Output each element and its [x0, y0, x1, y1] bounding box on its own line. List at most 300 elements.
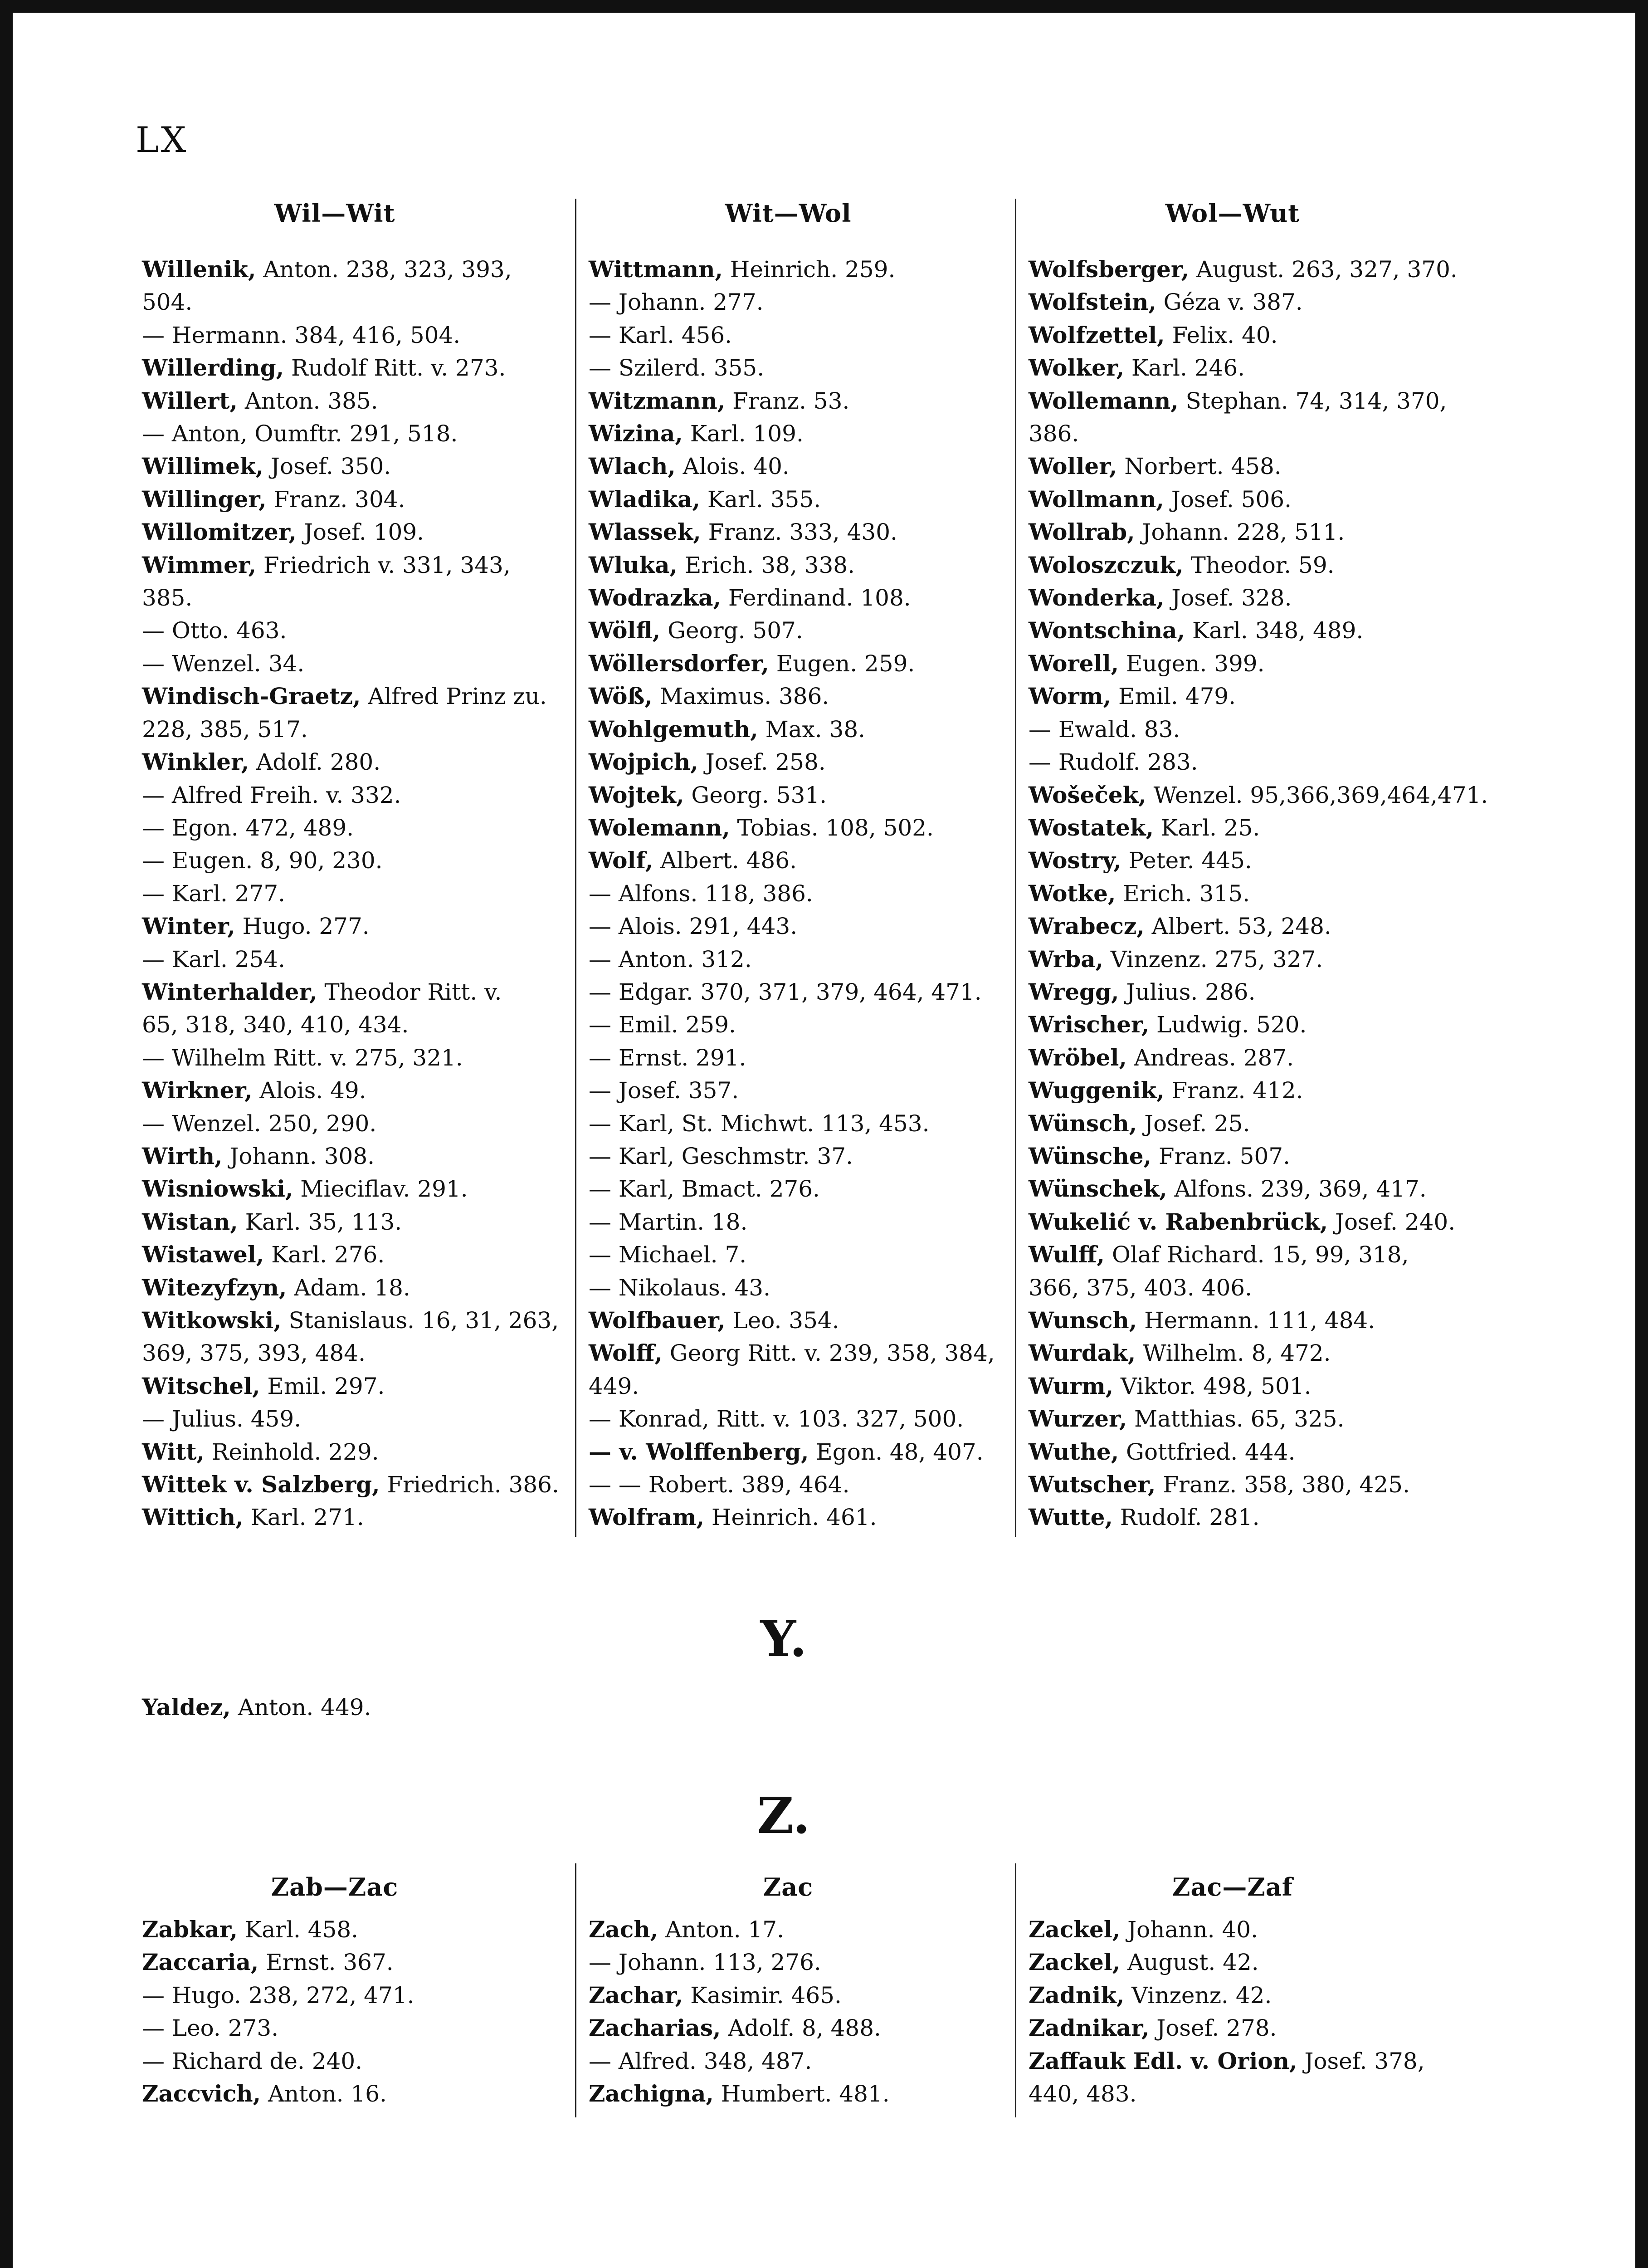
entry-name: Wulff,	[1029, 1241, 1105, 1268]
list-item	[142, 1173, 568, 1205]
entry-detail: Humbert. 481.	[713, 2081, 890, 2107]
entry-name: Zadnikar,	[1029, 2014, 1150, 2042]
entry-name: Wurm,	[1029, 1372, 1114, 1399]
entry-name: Wittmann,	[589, 256, 723, 283]
list-item	[589, 1041, 1010, 1074]
list-item	[589, 976, 1010, 1008]
entry-detail: Karl. 271.	[243, 1504, 364, 1531]
entry-detail: Eugen. 399.	[1118, 650, 1265, 677]
list-item	[589, 417, 1010, 450]
list-item	[589, 779, 1010, 811]
list-item	[142, 1337, 568, 1369]
entry-detail: — Hugo. 238, 272, 471.	[142, 1982, 414, 2009]
entry-detail: 65, 318, 340, 410, 434.	[142, 1012, 409, 1038]
z-column-rule-2	[1015, 1863, 1016, 2117]
list-item	[1029, 1041, 1482, 1074]
entry-detail: Wilhelm. 8, 472.	[1136, 1340, 1331, 1367]
list-item	[589, 1337, 1010, 1369]
list-item	[1029, 680, 1482, 713]
entry-detail: Josef. 240.	[1328, 1208, 1456, 1235]
list-item	[142, 1436, 568, 1468]
entry-detail: Alfons. 239, 369, 417.	[1167, 1176, 1427, 1202]
entry-detail: Ferdinand. 108.	[721, 585, 911, 611]
entry-name: Wlach,	[589, 453, 676, 480]
list-item	[1029, 844, 1482, 877]
list-item	[1029, 910, 1482, 943]
entry-detail: Andreas. 287.	[1126, 1044, 1294, 1071]
list-item	[589, 549, 1010, 582]
list-item	[1029, 319, 1482, 352]
entry-name: Wojtek,	[589, 781, 684, 808]
entry-detail: Friedrich. 386.	[380, 1471, 559, 1498]
entry-detail: — Edgar. 370, 371, 379, 464, 471.	[589, 978, 982, 1005]
list-item	[142, 877, 568, 910]
list-item	[1029, 877, 1482, 910]
list-item	[142, 1370, 568, 1403]
list-item	[589, 582, 1010, 614]
list-item	[142, 680, 568, 713]
entry-name: Winterhalder,	[142, 978, 317, 1005]
list-item	[1029, 1370, 1482, 1403]
entry-name: Wunsch,	[1029, 1307, 1137, 1334]
entry-name: Zachigna,	[589, 2080, 714, 2107]
entry-name: Wolff,	[589, 1339, 663, 1367]
list-item	[142, 582, 568, 614]
entry-name: Wošeček,	[1029, 781, 1146, 808]
list-item	[589, 483, 1010, 516]
entry-name: Winkler,	[142, 748, 249, 776]
scanned-page	[13, 13, 1635, 2268]
entry-detail: Karl. 276.	[264, 1242, 385, 1268]
entry-detail: Vinzenz. 275, 327.	[1103, 946, 1323, 973]
list-item	[142, 647, 568, 680]
letter-heading-z: Z.	[757, 1786, 810, 1845]
entry-name: Witschel,	[142, 1372, 260, 1399]
list-item	[142, 910, 568, 943]
entry-detail: Johann. 40.	[1120, 1916, 1258, 1943]
list-item	[142, 1501, 568, 1534]
entry-detail: Peter. 445.	[1121, 847, 1252, 874]
list-item	[1029, 647, 1482, 680]
list-item	[589, 680, 1010, 713]
entry-detail: Géza v. 387.	[1156, 289, 1303, 316]
entry-detail: — Richard de. 240.	[142, 2048, 363, 2074]
list-item	[142, 2012, 568, 2044]
list-item	[142, 417, 568, 450]
list-item	[142, 253, 568, 286]
entry-detail: Josef. 25.	[1137, 1110, 1250, 1137]
column-header-2: Wit—Wol	[725, 199, 852, 228]
entry-detail: Franz. 333, 430.	[701, 519, 897, 546]
entry-name: Wontschina,	[1029, 617, 1185, 644]
entry-name: Wolfsberger,	[1029, 256, 1190, 283]
entry-name: Wolemann,	[589, 814, 730, 841]
entry-detail: Franz. 304.	[266, 486, 405, 513]
entry-detail: — Alfred Freih. v. 332.	[142, 782, 401, 808]
list-item	[1029, 1008, 1482, 1041]
entry-name: Willimek,	[142, 453, 264, 480]
list-item	[142, 746, 568, 778]
entry-name: Wotke,	[1029, 880, 1116, 907]
list-item	[589, 1173, 1010, 1205]
list-item	[142, 1304, 568, 1337]
list-item	[589, 1140, 1010, 1173]
entry-detail: Friedrich v. 331, 343,	[256, 552, 511, 578]
entry-detail: — Karl, St. Michwt. 113, 453.	[589, 1110, 930, 1137]
entry-name: Woller,	[1029, 453, 1117, 480]
entry-detail: Stanislaus. 16, 31, 263,	[281, 1307, 559, 1334]
column-header-1: Wil—Wit	[274, 199, 395, 228]
list-item	[589, 811, 1010, 844]
entry-name: Wöß,	[589, 683, 653, 710]
list-item	[142, 1468, 568, 1501]
entry-detail: — Karl. 254.	[142, 946, 286, 973]
list-item	[142, 614, 568, 647]
list-item	[1029, 417, 1482, 450]
list-item	[589, 713, 1010, 746]
entry-detail: — Michael. 7.	[589, 1242, 747, 1268]
list-item	[142, 713, 568, 746]
entry-detail: Karl. 355.	[700, 486, 821, 513]
list-item	[589, 1403, 1010, 1435]
entry-detail: Adolf. 8, 488.	[721, 2015, 881, 2042]
list-item	[589, 286, 1010, 318]
entry-name: Zadnik,	[1029, 1981, 1125, 2009]
entry-detail: 385.	[142, 585, 193, 611]
entry-detail: — Wenzel. 250, 290.	[142, 1110, 377, 1137]
entry-name: Wistan,	[142, 1208, 238, 1235]
entry-name: Wlassek,	[589, 518, 701, 546]
entry-name: Windisch-Graetz,	[142, 683, 361, 710]
list-item	[1029, 1436, 1482, 1468]
entry-name: Zach,	[589, 1916, 658, 1943]
list-item	[589, 746, 1010, 778]
entry-name: Wonderka,	[1029, 584, 1165, 611]
list-item	[142, 1913, 568, 1946]
entry-name: Willert,	[142, 387, 238, 414]
z-column-rule-1	[575, 1863, 576, 2117]
list-item	[589, 319, 1010, 352]
entry-detail: Stephan. 74, 314, 370,	[1178, 387, 1447, 414]
list-item	[589, 614, 1010, 647]
entry-detail: Josef. 506.	[1164, 486, 1292, 513]
entry-name: Wolfbauer,	[589, 1307, 726, 1334]
entry-detail: Alois. 40.	[675, 453, 790, 480]
entry-detail: — Johann. 113, 276.	[589, 1949, 821, 1976]
entry-name: Wittich,	[142, 1504, 244, 1531]
entry-detail: Reinhold. 229.	[204, 1438, 379, 1465]
entry-detail: Matthias. 65, 325.	[1127, 1406, 1345, 1432]
entry-detail: — Wilhelm Ritt. v. 275, 321.	[142, 1044, 463, 1071]
entry-detail: Gottfried. 444.	[1119, 1438, 1296, 1465]
w-column-3	[1029, 253, 1488, 1534]
list-item	[1029, 582, 1482, 614]
entry-name: Wurdak,	[1029, 1339, 1136, 1367]
entry-name: Wolf,	[589, 847, 653, 874]
entry-detail: Rudolf Ritt. v. 273.	[284, 355, 506, 381]
list-item	[142, 943, 568, 976]
list-item	[142, 450, 568, 483]
entry-detail: 366, 375, 403. 406.	[1029, 1274, 1252, 1301]
list-item	[1029, 779, 1488, 811]
list-item	[589, 1304, 1010, 1337]
z-column-header-2: Zac	[763, 1872, 814, 1901]
entry-detail: 386.	[1029, 420, 1079, 447]
entry-name: Willenik,	[142, 256, 256, 283]
entry-detail: 228, 385, 517.	[142, 716, 308, 743]
list-item	[589, 2077, 1010, 2110]
entry-name: Wünsch,	[1029, 1110, 1137, 1137]
entry-detail: Egon. 48, 407.	[809, 1438, 984, 1465]
list-item	[1029, 253, 1482, 286]
entry-detail: Heinrich. 259.	[722, 256, 896, 283]
entry-detail: Karl. 35, 113.	[238, 1208, 402, 1235]
entry-detail: Franz. 358, 380, 425.	[1156, 1471, 1410, 1498]
entry-detail: Norbert. 458.	[1117, 453, 1282, 480]
list-item	[142, 844, 568, 877]
entry-detail: Georg. 507.	[660, 617, 803, 644]
entry-detail: Josef. 109.	[296, 519, 424, 546]
list-item	[589, 1271, 1010, 1304]
entry-name: Wuthe,	[1029, 1438, 1119, 1465]
entry-detail: Maximus. 386.	[652, 683, 829, 710]
entry-name: Wittek v. Salzberg,	[142, 1471, 380, 1498]
list-item	[1029, 2012, 1482, 2044]
entry-detail: — Anton. 312.	[589, 946, 752, 973]
entry-detail: Ludwig. 520.	[1149, 1012, 1307, 1038]
entry-detail: 440, 483.	[1029, 2081, 1137, 2107]
entry-detail: Josef. 378,	[1297, 2048, 1425, 2074]
list-item	[142, 549, 568, 582]
entry-name: Wostry,	[1029, 847, 1121, 874]
list-item	[1029, 614, 1482, 647]
list-item	[1029, 1304, 1482, 1337]
entry-name: Wojpich,	[589, 748, 698, 776]
entry-detail: Anton. 17.	[658, 1916, 785, 1943]
entry-name: Zabkar,	[142, 1916, 238, 1943]
list-item	[142, 1206, 568, 1238]
entry-detail: Emil. 479.	[1111, 683, 1236, 710]
entry-detail: Adam. 18.	[287, 1274, 410, 1301]
entry-name: Zaccaria,	[142, 1949, 259, 1976]
list-item	[1029, 450, 1482, 483]
entry-detail: Franz. 507.	[1151, 1143, 1290, 1169]
entry-name: Zaccvich,	[142, 2080, 261, 2107]
entry-detail: — Egon. 472, 489.	[142, 814, 354, 841]
entry-name: Wröbel,	[1029, 1044, 1127, 1071]
entry-detail: Theodor. 59.	[1183, 552, 1335, 578]
list-item	[1029, 1206, 1482, 1238]
entry-name: Wolfram,	[589, 1504, 704, 1531]
list-item	[589, 1008, 1010, 1041]
list-item	[1029, 286, 1482, 318]
entry-detail: Georg Ritt. v. 239, 358, 384,	[662, 1340, 995, 1367]
entry-name: Wünsche,	[1029, 1142, 1151, 1169]
y-column	[142, 1691, 550, 1724]
list-item	[1029, 2045, 1482, 2077]
entry-detail: Karl. 458.	[238, 1916, 359, 1943]
entry-detail: — Karl, Geschmstr. 37.	[589, 1143, 853, 1169]
list-item	[142, 2045, 568, 2077]
entry-name: Wostatek,	[1029, 814, 1154, 841]
list-item	[1029, 352, 1482, 384]
list-item	[142, 516, 568, 548]
list-item	[142, 811, 568, 844]
list-item	[142, 319, 568, 352]
list-item	[1029, 1107, 1482, 1140]
list-item	[1029, 1468, 1482, 1501]
entry-detail: Albert. 486.	[653, 847, 797, 874]
list-item	[1029, 713, 1482, 746]
entry-detail: — Alois. 291, 443.	[589, 913, 798, 940]
list-item	[589, 844, 1010, 877]
list-item	[142, 1271, 568, 1304]
list-item	[1029, 976, 1482, 1008]
entry-detail: Kasimir. 465.	[683, 1982, 842, 2009]
entry-detail: Josef. 328.	[1164, 585, 1292, 611]
entry-name: Willomitzer,	[142, 518, 297, 546]
list-item	[589, 1979, 1010, 2012]
z-column-1	[142, 1913, 568, 2110]
list-item	[1029, 1913, 1482, 1946]
entry-detail: — Alfred. 348, 487.	[589, 2048, 812, 2074]
entry-detail: Hugo. 277.	[235, 913, 370, 940]
entry-detail: Franz. 412.	[1164, 1077, 1303, 1104]
entry-detail: — Hermann. 384, 416, 504.	[142, 322, 461, 348]
letter-heading-y: Y.	[760, 1609, 807, 1668]
entry-detail: Max. 38.	[758, 716, 866, 743]
column-rule-2	[1015, 199, 1016, 1537]
entry-detail: Johann. 228, 511.	[1135, 519, 1345, 546]
entry-name: Witezyfzyn,	[142, 1274, 287, 1301]
list-item	[142, 2077, 568, 2110]
list-item	[1029, 1979, 1482, 2012]
entry-detail: Ernst. 367.	[258, 1949, 394, 1976]
list-item	[142, 1041, 568, 1074]
list-item	[1029, 1337, 1482, 1369]
entry-detail: Albert. 53, 248.	[1144, 913, 1331, 940]
list-item	[589, 1436, 1010, 1468]
entry-detail: Olaf Richard. 15, 99, 318,	[1104, 1242, 1409, 1268]
entry-detail: — Emil. 259.	[589, 1012, 736, 1038]
entry-detail: Josef. 258.	[698, 749, 826, 776]
column-rule-1	[575, 199, 576, 1537]
entry-detail: Anton. 385.	[237, 387, 378, 414]
entry-name: Wolfstein,	[1029, 288, 1156, 316]
entry-detail: — Otto. 463.	[142, 617, 287, 644]
entry-detail: Felix. 40.	[1165, 322, 1278, 348]
list-item	[1029, 385, 1482, 417]
entry-detail: Karl. 348, 489.	[1185, 617, 1364, 644]
list-item	[142, 1074, 568, 1107]
list-item	[589, 2045, 1010, 2077]
entry-detail: Wenzel. 95,366,369,464,471.	[1146, 782, 1488, 808]
entry-detail: Johann. 308.	[222, 1143, 375, 1169]
z-column-3	[1029, 1913, 1482, 2110]
list-item	[142, 779, 568, 811]
list-item	[589, 647, 1010, 680]
entry-detail: Anton. 16.	[261, 2081, 387, 2107]
entry-detail: — Josef. 357.	[589, 1077, 739, 1104]
entry-detail: Vinzenz. 42.	[1124, 1982, 1272, 2009]
entry-detail: Georg. 531.	[684, 782, 827, 808]
entry-name: Wizina,	[589, 420, 683, 447]
list-item	[142, 1979, 568, 2012]
list-item	[1029, 549, 1482, 582]
entry-name: Wukelić v. Rabenbrück,	[1029, 1208, 1328, 1235]
list-item	[589, 1946, 1010, 1979]
list-item	[142, 352, 568, 384]
list-item	[142, 976, 568, 1008]
list-item	[142, 1238, 568, 1271]
list-item	[1029, 1946, 1482, 1979]
z-column-header-1: Zab—Zac	[271, 1872, 399, 1901]
entry-detail: — Ewald. 83.	[1029, 716, 1180, 743]
list-item	[589, 910, 1010, 943]
entry-detail: Hermann. 111, 484.	[1137, 1307, 1375, 1334]
entry-name: Worell,	[1029, 650, 1119, 677]
entry-detail: — Alfons. 118, 386.	[589, 880, 813, 907]
entry-detail: — Johann. 277.	[589, 289, 764, 316]
entry-name: Worm,	[1029, 683, 1112, 710]
list-item	[1029, 1140, 1482, 1173]
entry-detail: — Karl, Bmact. 276.	[589, 1176, 820, 1202]
entry-name: Wollmann,	[1029, 485, 1164, 513]
entry-detail: Heinrich. 461.	[704, 1504, 877, 1531]
list-item	[589, 1074, 1010, 1107]
list-item	[589, 1468, 1010, 1501]
list-item	[589, 253, 1010, 286]
entry-detail: — Martin. 18.	[589, 1208, 748, 1235]
entry-detail: Anton. 238, 323, 393,	[256, 256, 512, 283]
entry-name: Witt,	[142, 1438, 205, 1465]
entry-name: Wluka,	[589, 551, 678, 578]
entry-detail: Leo. 354.	[725, 1307, 839, 1334]
list-item	[589, 385, 1010, 417]
list-item	[1029, 1403, 1482, 1435]
entry-detail: — Wenzel. 34.	[142, 650, 305, 677]
entry-name: Zacharias,	[589, 2014, 721, 2042]
entry-name: Wrischer,	[1029, 1011, 1150, 1038]
list-item	[589, 516, 1010, 548]
entry-name: Wollrab,	[1029, 518, 1135, 546]
entry-name: Witzmann,	[589, 387, 726, 414]
entry-name: Zackel,	[1029, 1949, 1121, 1976]
list-item	[1029, 746, 1482, 778]
entry-name: Wuggenik,	[1029, 1077, 1165, 1104]
entry-name: Wregg,	[1029, 978, 1119, 1005]
list-item	[589, 450, 1010, 483]
entry-detail: Emil. 297.	[260, 1373, 385, 1399]
list-item	[142, 1008, 568, 1041]
entry-name: Yaldez,	[142, 1694, 231, 1721]
entry-detail: 504.	[142, 289, 193, 316]
entry-name: Wöllersdorfer,	[589, 650, 769, 677]
entry-detail: — Ernst. 291.	[589, 1044, 746, 1071]
entry-detail: Karl. 246.	[1124, 355, 1245, 381]
entry-detail: Erich. 38, 338.	[677, 552, 855, 578]
entry-name: Witkowski,	[142, 1307, 282, 1334]
list-item	[1029, 2077, 1482, 2110]
list-item	[589, 1370, 1010, 1403]
entry-detail: Erich. 315.	[1116, 880, 1250, 907]
entry-name: Wutscher,	[1029, 1471, 1156, 1498]
w-column-1	[142, 253, 568, 1534]
list-item	[1029, 483, 1482, 516]
entry-detail: Tobias. 108, 502.	[730, 814, 934, 841]
entry-name: Wurzer,	[1029, 1405, 1127, 1432]
list-item	[589, 1238, 1010, 1271]
